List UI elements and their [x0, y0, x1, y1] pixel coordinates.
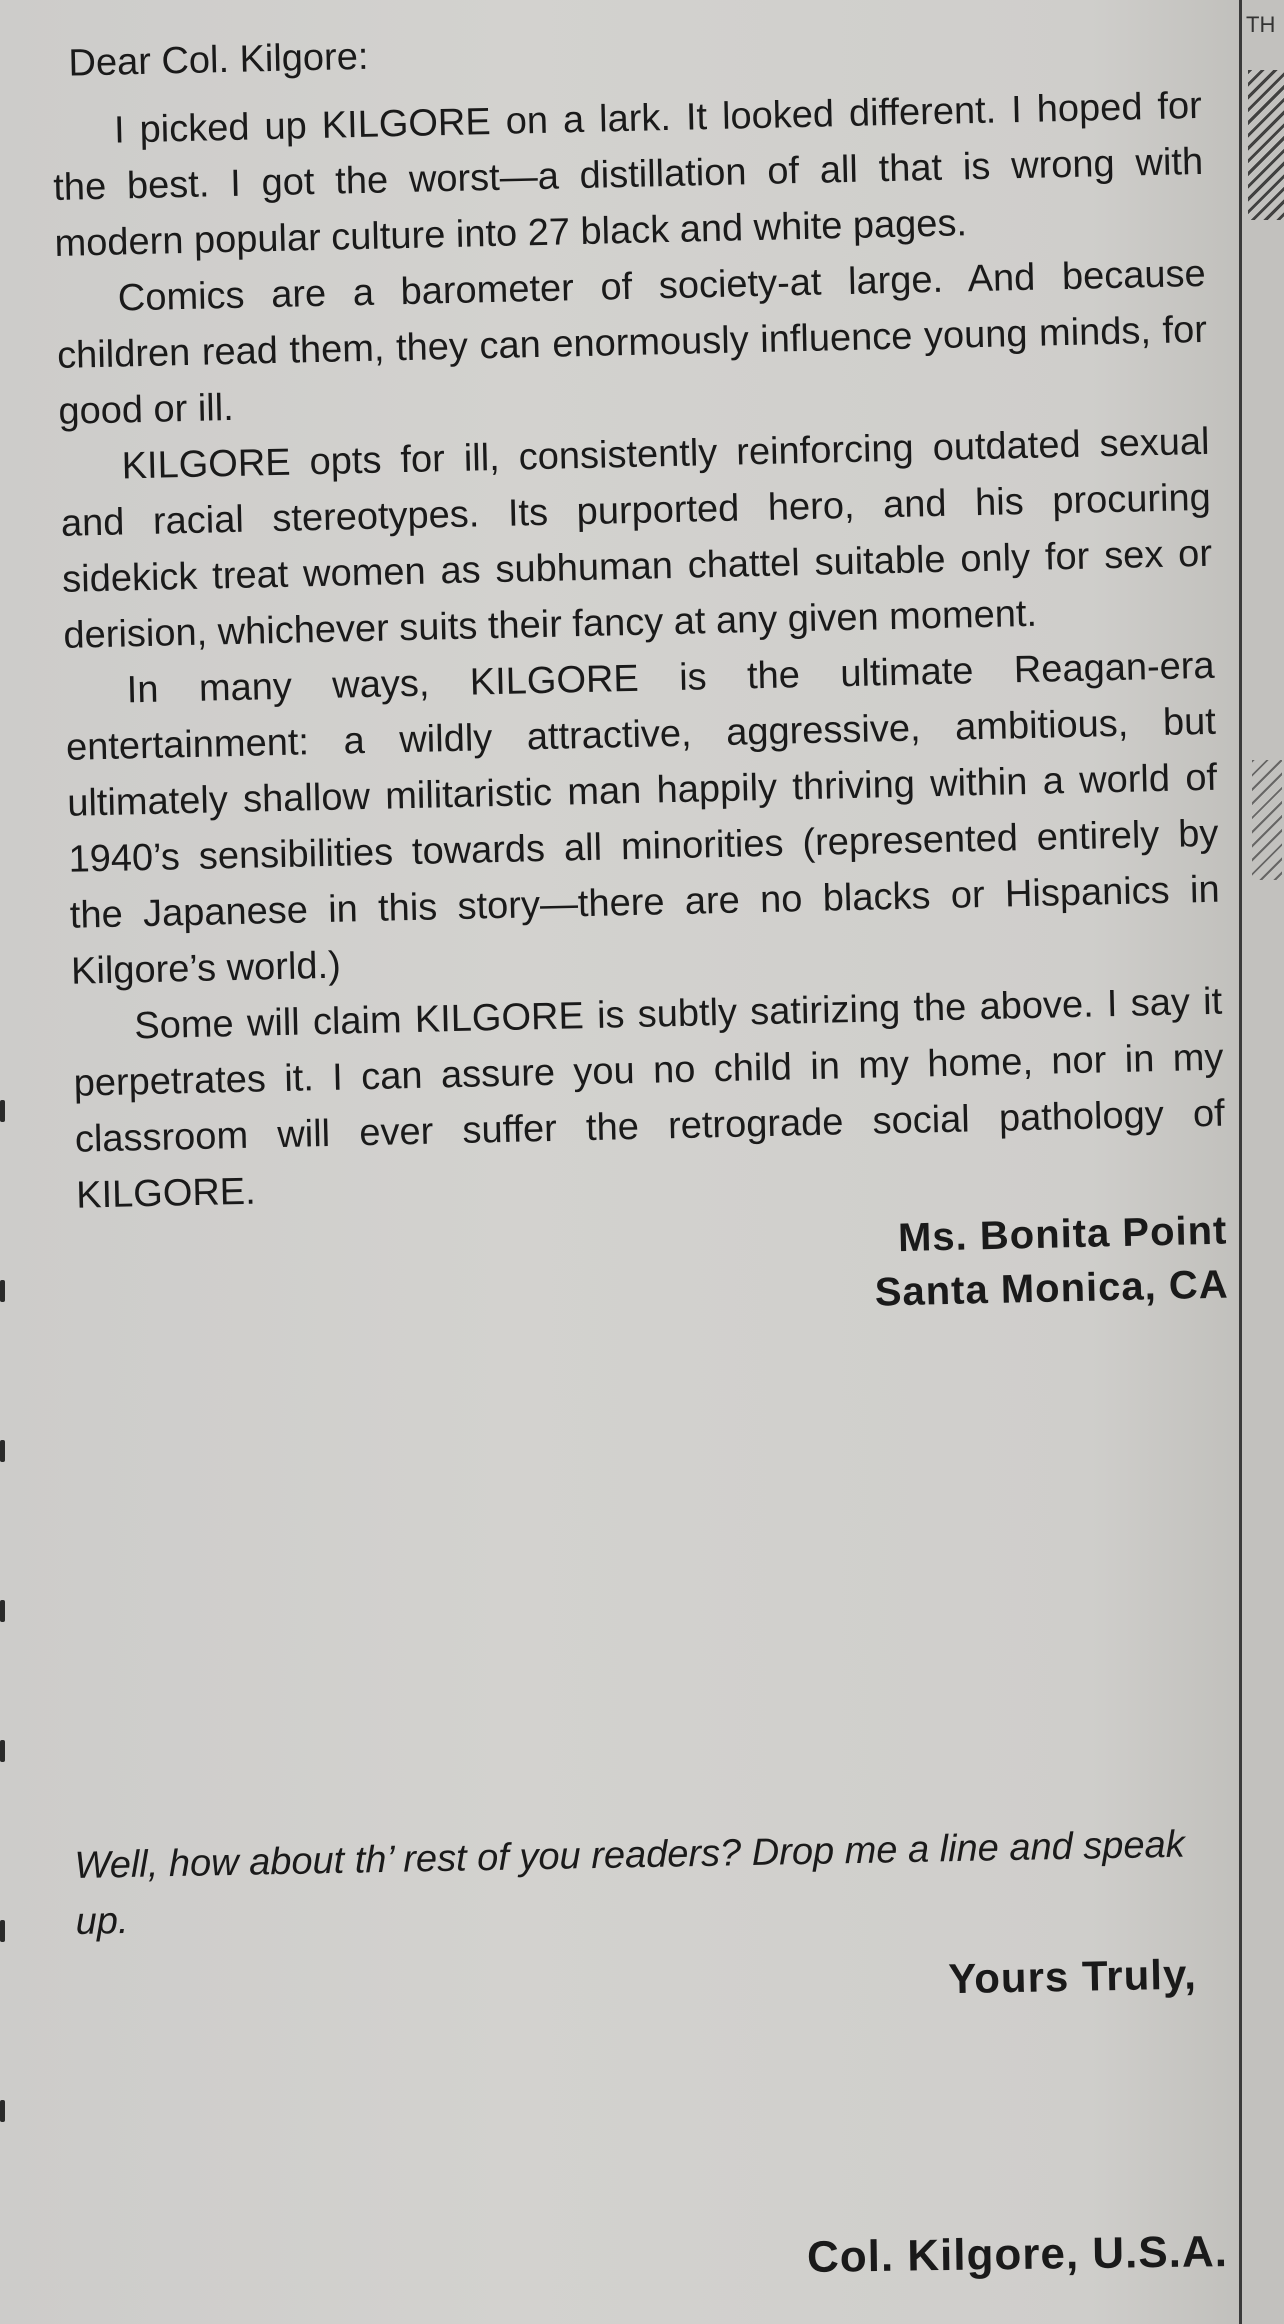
letter-paragraph: Some will claim KILGORE is subtly satirizing the above. I say it perpetrates it. I can assure you no child in my home, nor in my classroom will ever suffer the retrograde social pathology of KILGORE. — [73, 980, 1226, 1217]
adjacent-page-artwork — [1248, 70, 1284, 220]
letter-paragraph: Comics are a barometer of society-at large. And because children read them, they can enormously influence young minds, for good or ill. — [56, 252, 1208, 433]
adjacent-page-edge — [1239, 0, 1284, 2324]
signature-location: Santa Monica, CA — [874, 1262, 1230, 1315]
letter-paragraph: In many ways, KILGORE is the ultimate Reagan-era entertainment: a wildly attractive, aggressive, ambitious, but ultimately shallow militaristic man happily thriving within a world of 1940’s sensibilities towards all minorities (represented entirely by the Japanese in this story—there are no blacks or Hispanics in Kilgore’s world.) — [65, 644, 1221, 993]
reader-letter — [50, 14, 1229, 1338]
letter-paragraph: KILGORE opts for ill, consistently reinforcing outdated sexual and racial stereotypes. Its purported hero, and his procuring sidekick treat women as subhuman chattel suitable only for sex or derision, whichever suits their fancy at any given moment. — [60, 420, 1213, 657]
letter-salutation: Dear Col. Kilgore: — [68, 35, 369, 85]
reply-sign-off: Col. Kilgore, U.S.A. — [806, 2227, 1229, 2282]
reply-closing: Yours Truly, — [947, 1950, 1198, 2003]
editor-reply — [74, 1816, 1237, 2020]
adjacent-page-text: TH — [1246, 12, 1276, 37]
signature-name: Ms. Bonita Point — [897, 1208, 1228, 1261]
reply-text: Well, how about th’ rest of you readers? Drop me a line and speak up. — [74, 1823, 1186, 1943]
letter-signature — [77, 1204, 1229, 1338]
adjacent-page-artwork-lower — [1252, 760, 1282, 880]
letter-paragraph: I picked up KILGORE on a lark. It looked different. I hoped for the best. I got the worst—a distillation of all that is wrong with modern popular culture into 27 black and white pages. — [52, 84, 1204, 265]
left-edge-marks — [0, 1100, 10, 2300]
